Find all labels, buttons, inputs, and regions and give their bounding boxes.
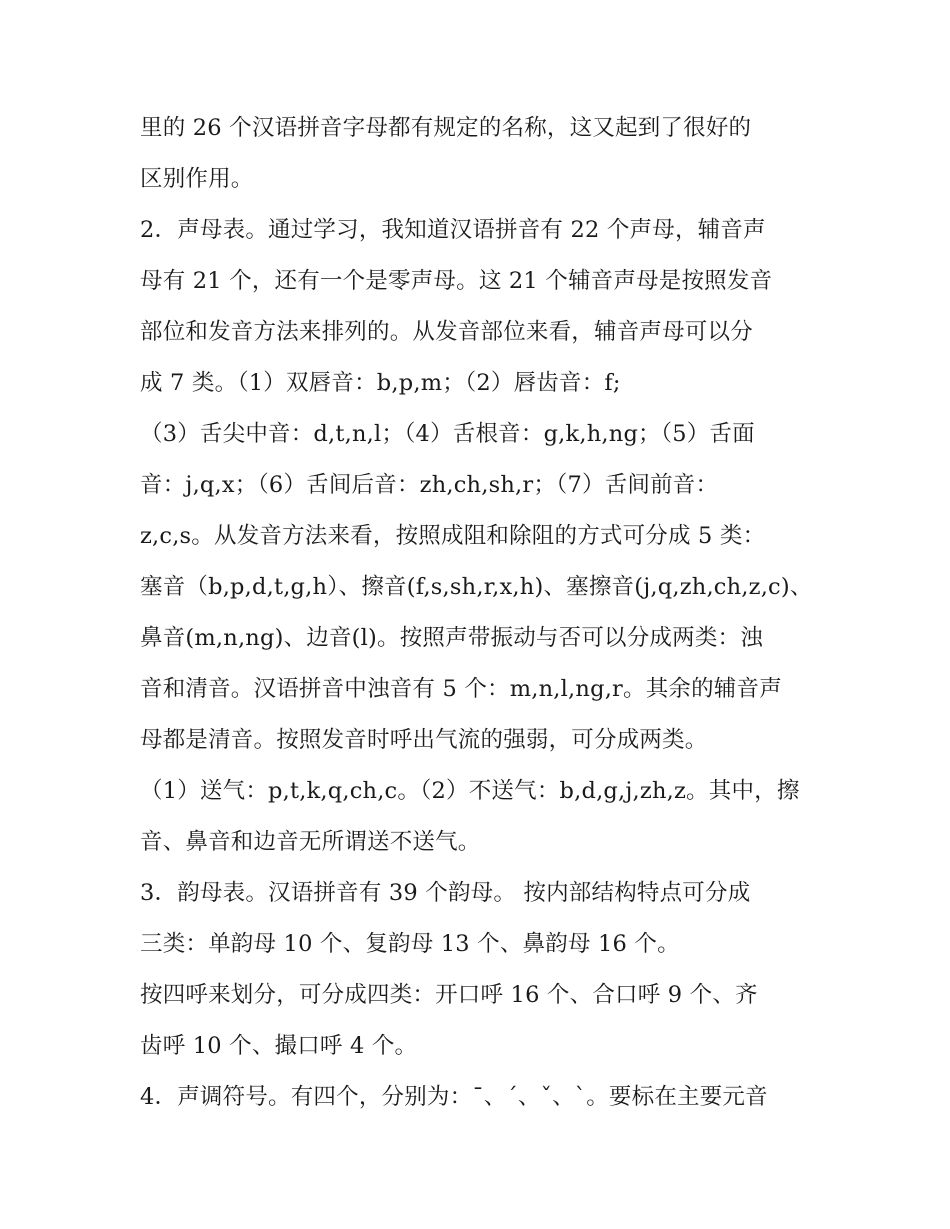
- text-line: 里的 26 个汉语拼音字母都有规定的名称，这又起到了很好的: [140, 115, 752, 141]
- text-line: 成 7 类。（1）双唇音：b,p,m；（2）唇齿音：f;: [140, 370, 621, 396]
- body-text: [140, 103, 820, 1123]
- text-line: 齿呼 10 个、撮口呼 4 个。: [140, 1033, 418, 1059]
- text-line: 音和清音。汉语拼音中浊音有 5 个：m,n,l,ng,r。其余的辅音声: [140, 676, 782, 702]
- text-line: 按四呼来划分，可分成四类：开口呼 16 个、合口呼 9 个、齐: [140, 982, 758, 1008]
- text-line: 部位和发音方法来排列的。从发音部位来看，辅音声母可以分: [140, 319, 753, 345]
- text-line: 母都是清音。按照发音时呼出气流的强弱，可分成两类。: [140, 727, 708, 753]
- text-line: z,c,s。从发音方法来看，按照成阻和除阻的方式可分成 5 类：: [140, 523, 766, 549]
- text-line: 音：j,q,x；（6）舌间后音：zh,ch,sh,r；（7）舌间前音：: [140, 472, 719, 498]
- text-line: （3）舌尖中音：d,t,n,l；（4）舌根音：g,k,h,ng；（5）舌面: [140, 421, 755, 447]
- text-line: 4．声调符号。有四个，分别为：ˉ、ˊ、ˇ、ˋ。要标在主要元音: [140, 1084, 768, 1110]
- text-line: 区别作用。: [140, 166, 254, 192]
- text-line: 音、鼻音和边音无所谓送不送气。: [140, 829, 481, 855]
- text-line: 母有 21 个，还有一个是零声母。这 21 个辅音声母是按照发音: [140, 268, 773, 294]
- text-line: 三类：单韵母 10 个、复韵母 13 个、鼻韵母 16 个。: [140, 931, 680, 957]
- text-line: 3．韵母表。汉语拼音有 39 个韵母。 按内部结构特点可分成: [140, 880, 751, 906]
- text-line: 塞音（b,p,d,t,g,h）、擦音(f,s,sh,r,x,h)、塞擦音(j,q,zh,ch,z,c)、: [140, 574, 813, 600]
- text-line: 鼻音(m,n,ng)、边音(l)。按照声带振动与否可以分成两类：浊: [140, 625, 763, 651]
- text-line: （1）送气：p,t,k,q,ch,c。（2）不送气：b,d,g,j,zh,z。其中，擦: [140, 778, 800, 804]
- text-line: 2．声母表。通过学习，我知道汉语拼音有 22 个声母，辅音声: [140, 217, 766, 243]
